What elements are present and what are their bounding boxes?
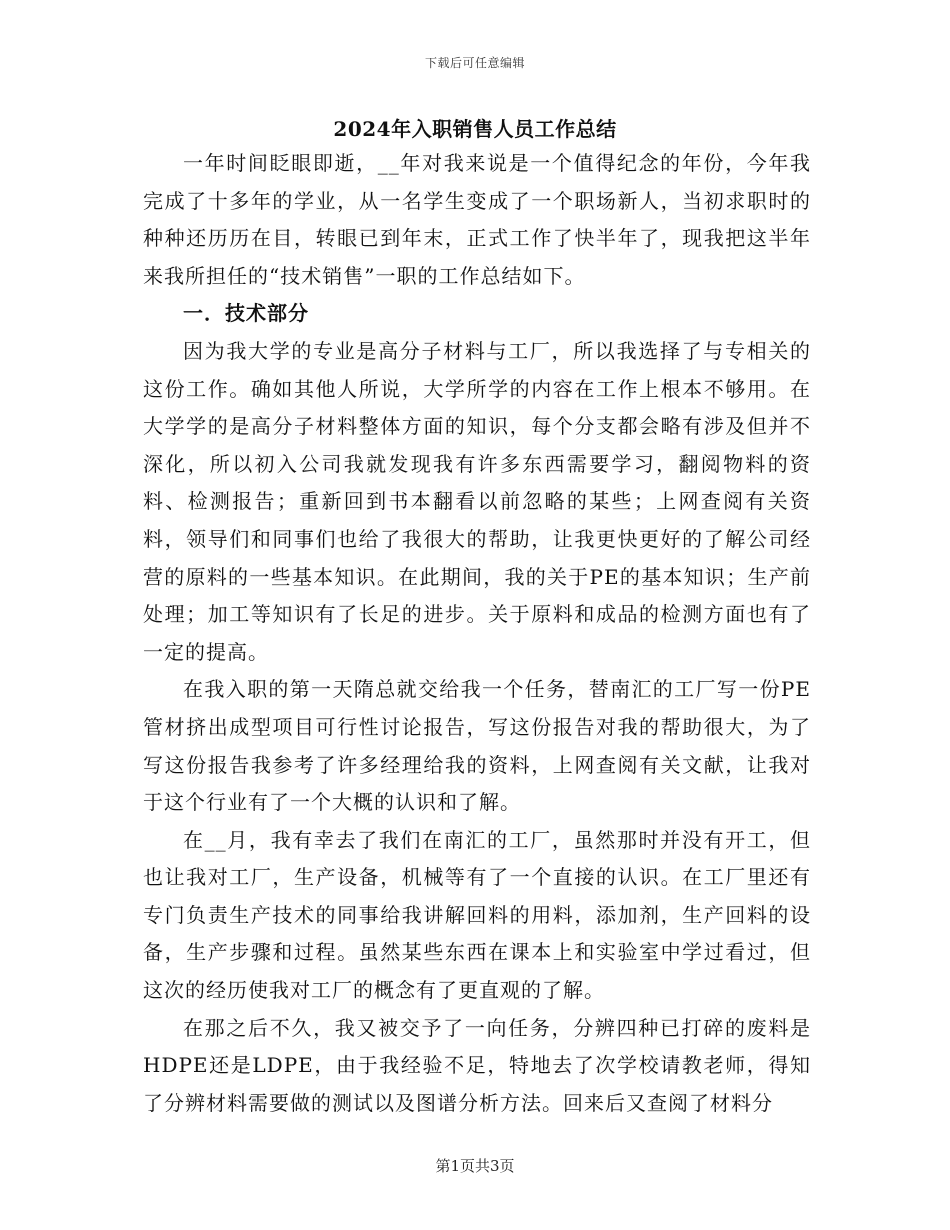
document-title: 2024年入职销售人员工作总结 — [333, 117, 617, 141]
section-heading-technical: 一．技术部分 — [183, 301, 309, 326]
paragraph-technical-background: 因为我大学的专业是高分子材料与工厂，所以我选择了与专相关的这份工作。确如其他人所说，大学所学的内容在工作上根本不够用。在大学学的是高分子材料整体方面的知识，每个分支都会略有涉及但并不深化，所以初入公司我就发现我有许多东西需要学习，翻阅物料的资料、检测报告；重新回到书本翻看以前忽略的某些；上网查阅有关资料，领导们和同事们也给了我很大的帮助，让我更快更好的了解公司经营的原料的一些基本知识。在此期间，我的关于PE的基本知识；生产前处理；加工等知识有了长足的进步。关于原料和成品的检测方面也有了一定的提高。 — [143, 338, 811, 664]
document-body — [143, 145, 811, 1122]
paragraph-material-identification: 在那之后不久，我又被交予了一向任务，分辨四种已打碎的废料是HDPE还是LDPE，由于我经验不足，特地去了次学校请教老师，得知了分辨材料需要做的测试以及图谱分析方法。回来后又查阅了材料分 — [143, 1015, 811, 1115]
paragraph-factory-visit: 在__月，我有幸去了我们在南汇的工厂，虽然那时并没有开工，但也让我对工厂，生产设备，机械等有了一个直接的认识。在工厂里还有专门负责生产技术的同事给我讲解回料的用料，添加剂，生产回料的设备，生产步骤和过程。虽然某些东西在课本上和实验室中学过看过，但这次的经历使我对工厂的概念有了更直观的了解。 — [143, 827, 811, 1003]
page-number: 第1页共3页 — [435, 1157, 515, 1175]
paragraph-first-task: 在我入职的第一天隋总就交给我一个任务，替南汇的工厂写一份PE管材挤出成型项目可行性讨论报告，写这份报告对我的帮助很大，为了写这份报告我参考了许多经理给我的资料，上网查阅有关文献，让我对于这个行业有了一个大概的认识和了解。 — [143, 677, 811, 815]
header-note: 下载后可任意编辑 — [424, 56, 525, 70]
paragraph-intro: 一年时间眨眼即逝，__年对我来说是一个值得纪念的年份，今年我完成了十多年的学业，从一名学生变成了一个职场新人，当初求职时的种种还历历在目，转眼已到年末，正式工作了快半年了，现我把这半年来我所担任的“技术销售”一职的工作总结如下。 — [143, 151, 811, 288]
